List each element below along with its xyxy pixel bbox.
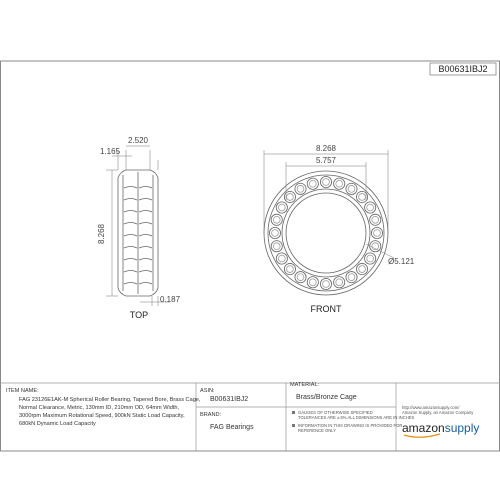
roller-inner [309,180,316,187]
roller-inner [372,216,379,223]
logo-supply: supply [444,421,480,435]
amazon-supply-logo [402,421,479,435]
roller-inner [273,216,280,223]
bore [286,193,366,273]
roller-inner [278,204,285,211]
front-dim-inner: 5.757 [315,156,337,165]
top-dim-3: 8.268 [97,223,106,245]
roller [284,263,295,274]
roller-inner [367,255,374,262]
asin-value: B00631IBJ2 [210,396,249,403]
item-name-label: ITEM NAME: [6,388,39,394]
roller [320,278,331,289]
front-dim-diameter: Ø5.121 [388,257,415,266]
roller [276,253,287,264]
roller [269,227,280,238]
note-bullets [292,411,295,427]
roller-inner [297,185,304,192]
roller [295,183,306,194]
note-3: INFORMATION IN THIS DRAWING IS PROVIDED FOR [298,423,403,428]
top-dim-4: 0.187 [160,295,181,304]
asin-label: ASIN: [200,388,215,394]
drawing-frame [1,61,500,451]
item-name-line-2: Normal Clearance, Metric, 130mm ID, 210mm OD, 64mm Width, [19,405,180,411]
roller [365,253,376,264]
note-1: GAUGES OF OTHERWISE SPECIFIED [298,410,373,415]
roller [276,202,287,213]
roller-inner [359,194,366,201]
site-url: http://www.amazonsupply.com/ [402,405,460,410]
item-name-line-3: 3000rpm Maximum Rotational Speed, 900kN Static Load Capacity, [19,413,185,419]
roller-inner [272,230,279,237]
roller [307,178,318,189]
roller-inner [359,266,366,273]
item-name-line-1: FAG 23126E1AK-M Spherical Roller Bearing, Tapered Bore, Brass Cage, [19,397,201,403]
roller-inner [273,243,280,250]
front-view-label: FRONT [310,304,342,314]
brand-label: BRAND: [200,412,222,418]
roller [334,277,345,288]
roller-inner [336,279,343,286]
roller-inner [367,204,374,211]
outer-ring-outer [264,171,388,295]
site-subtext: Amazon Supply, an Amazon Company [402,410,474,415]
roller [370,241,381,252]
material-label: MATERIAL: [290,382,320,388]
roller-inner [323,281,330,288]
top-dim-1: 1.165 [100,147,121,156]
roller [346,272,357,283]
roller-inner [278,255,285,262]
roller-inner [287,194,294,201]
roller [346,183,357,194]
roller [371,227,382,238]
note-4: REFERENCE ONLY [298,428,337,433]
top-view-label: TOP [129,310,149,320]
roller-inner [336,180,343,187]
roller [271,241,282,252]
material-value: Brass/Bronze Cage [296,394,357,401]
roller-inner [297,274,304,281]
roller [370,214,381,225]
roller [307,277,318,288]
roller-inner [348,274,355,281]
roller [334,178,345,189]
front-dim-outer: 8.268 [315,144,337,153]
note-2: TOLERANCES ARE ±.5% ALL DIMENSIONS ARE IN INCHES [298,415,415,420]
front-view [264,171,388,295]
roller [320,176,331,187]
item-name-line-4: 680kN Dynamic Load Capacity [19,421,96,427]
brand-value: FAG Bearings [210,424,254,431]
part-number-text: B00631IBJ2 [438,64,488,74]
roller-inner [287,266,294,273]
roller [365,202,376,213]
roller [356,263,367,274]
top-dim-2: 2.520 [127,136,149,145]
roller [271,214,282,225]
logo-amazon: amazon [402,421,445,435]
roller [295,272,306,283]
top-view [118,170,158,296]
roller-inner [374,230,381,237]
roller-inner [309,279,316,286]
roller-inner [323,179,330,186]
roller-inner [348,185,355,192]
